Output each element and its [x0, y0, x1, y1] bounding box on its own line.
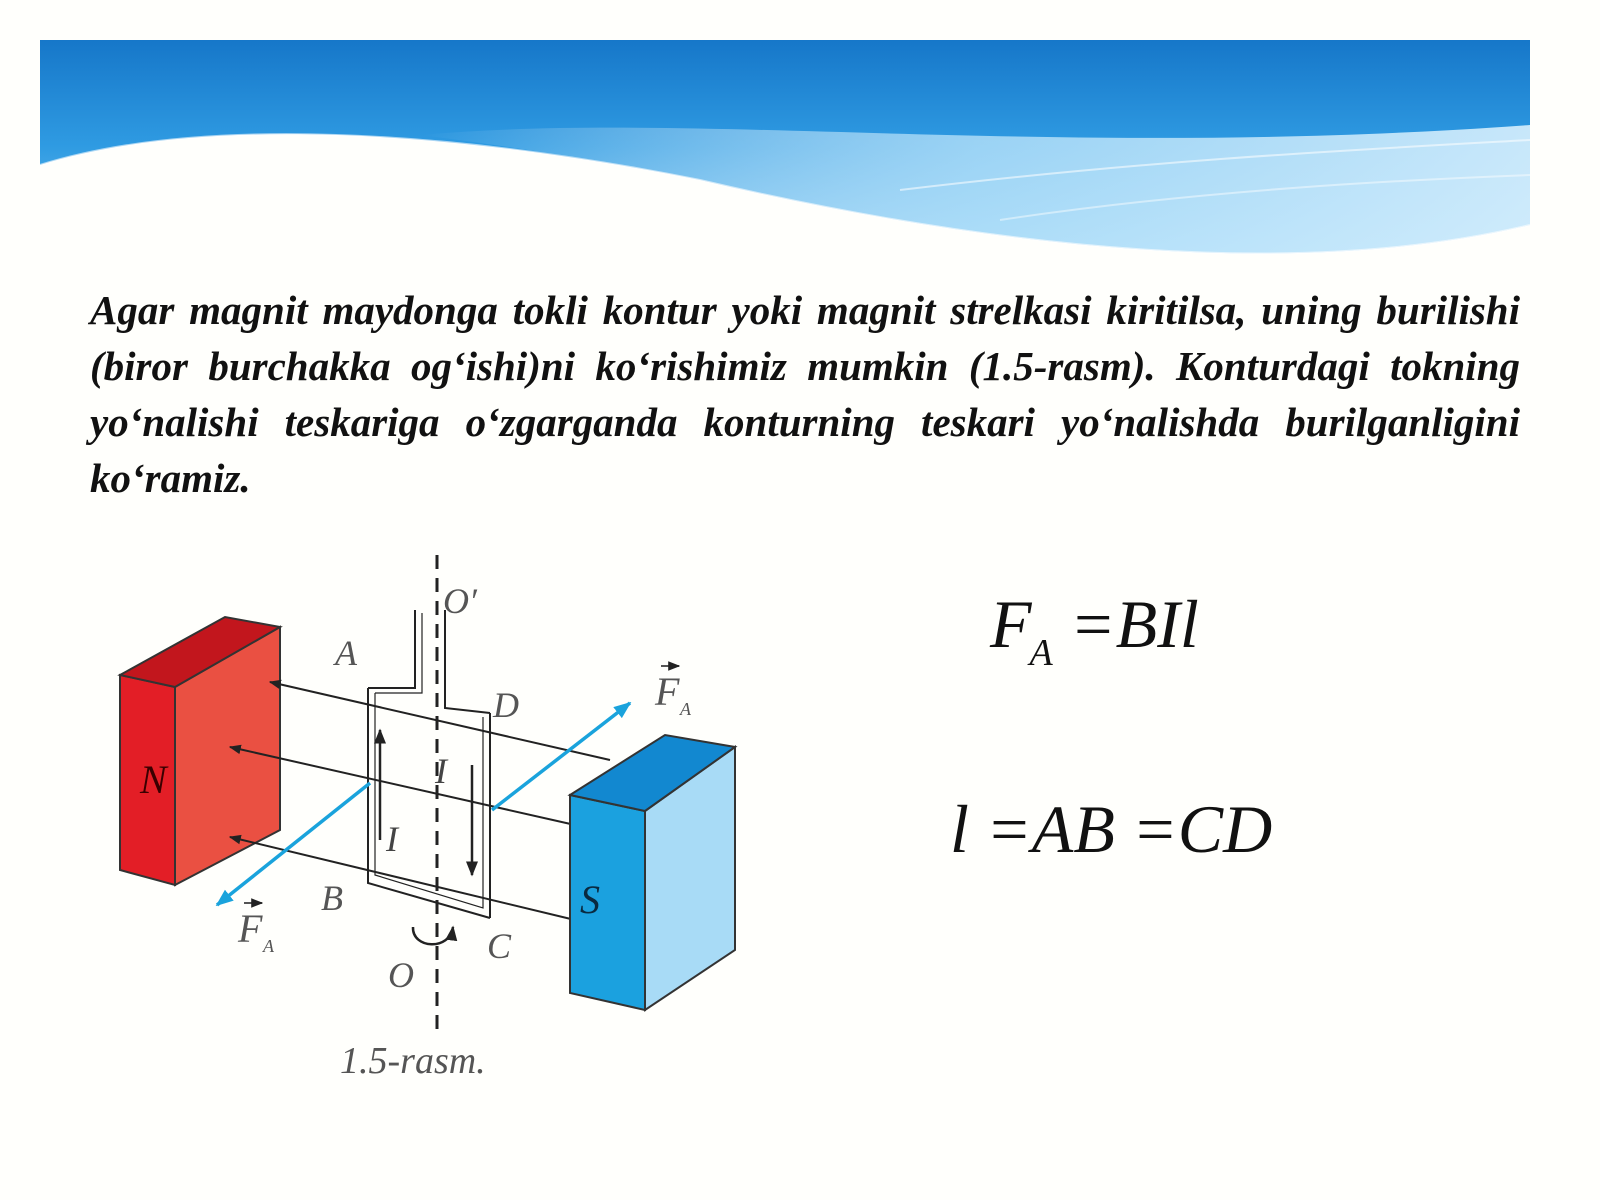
formula-force-rhs: =BIl — [1052, 586, 1199, 662]
body-paragraph: Agar magnit maydonga tokli kontur yoki magnit strelkasi kiritilsa, uning burilishi (biror burchakka og‘ishi)ni ko‘rishimiz mumkin (1.5-rasm). Konturdagi tokning yo‘nalishi teskariga o‘zgarganda konturning teskari yo‘nalishda burilganligini ko‘ramiz. — [90, 287, 1520, 501]
svg-text:F: F — [655, 669, 680, 714]
north-pole-label: N — [140, 757, 167, 802]
figure-caption: 1.5-rasm. — [340, 1040, 486, 1082]
point-a-label: A — [335, 633, 357, 673]
field-line-top — [270, 682, 610, 760]
current-label-left: I — [386, 819, 398, 859]
formula-force-subscript: A — [1029, 632, 1053, 674]
header-wave-banner — [0, 0, 1600, 290]
point-b-label: B — [321, 878, 343, 918]
svg-text:F: F — [238, 906, 263, 951]
magnetic-loop-figure — [100, 555, 780, 1110]
point-c-label: C — [487, 926, 512, 966]
field-line-bottom — [230, 837, 575, 920]
current-label-right: I — [435, 751, 447, 791]
axis-top-label: O′ — [443, 581, 477, 621]
north-magnet — [120, 617, 280, 885]
svg-text:A: A — [680, 699, 691, 719]
formula-force-symbol: F — [990, 586, 1032, 662]
force-label-left — [237, 903, 275, 956]
axis-bottom-label: O — [388, 955, 414, 995]
ampere-force-formula — [990, 585, 1199, 674]
south-pole-label: S — [580, 877, 600, 922]
south-magnet — [570, 735, 735, 1010]
point-d-label: D — [493, 685, 519, 725]
svg-text:A: A — [263, 936, 274, 956]
rotation-arrow-icon — [413, 927, 453, 944]
length-formula: l =AB =CD — [950, 791, 1273, 867]
force-label-right — [654, 666, 692, 719]
